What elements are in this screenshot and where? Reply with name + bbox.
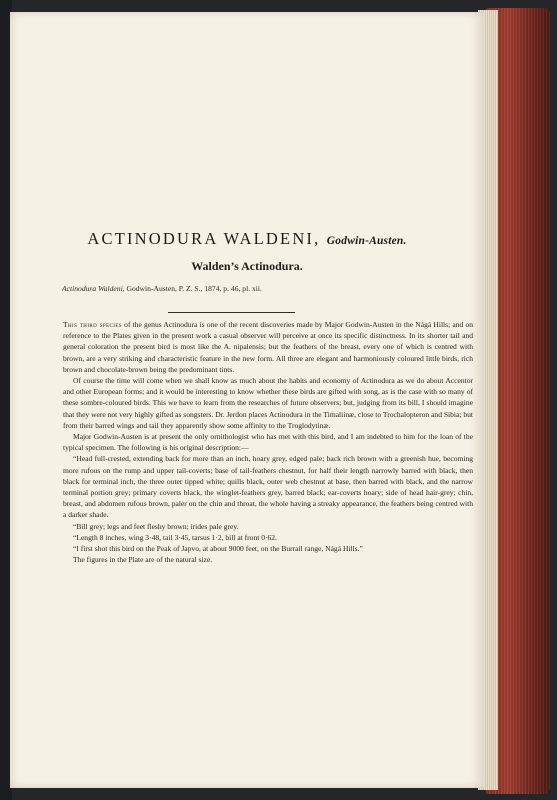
plate-note: The figures in the Plate are of the natural size.	[73, 555, 213, 565]
quote-bill: “Bill grey; legs and feet fleshy brown; irides pale grey.	[73, 521, 239, 531]
body-text	[63, 319, 473, 565]
divider-rule	[168, 312, 295, 313]
species-author: Godwin-Austen.	[326, 235, 407, 247]
citation-name: Actinodura Waldeni,	[62, 284, 125, 293]
paragraph-2: Of course the time will come when we shall know as much about the habits and economy of Actinodura as we do about Accentor and other European forms; and it would be interesting to know whether these birds are gifted with song, as is the case with so many of these sombre-coloured birds. This we have to learn from the researches of future observers; but, judging from its bill, I should imagine that they were not very highly gifted as songsters. Dr. Jerdon places Actinodura in the Timaliinæ, close to Trochalopteron and Sibia; but from their barred wings and tail they apparently show some affinity to the Troglodytinæ.	[63, 376, 473, 430]
common-name: Walden’s Actinodura.	[191, 259, 303, 273]
quote-locality: “I first shot this bird on the Peak of Japvo, at about 9000 feet, on the Burrail range, Nágá Hills.”	[73, 544, 363, 554]
species-name: ACTINODURA WALDENI,	[87, 229, 321, 248]
paragraph-1-lead: This third species	[63, 320, 122, 329]
quote-measurements: “Length 8 inches, wing 3·48, tail 3·45, tarsus 1·2, bill at front 0·62.	[73, 532, 277, 542]
quote-description: “Head full-crested, extending back for more than an inch, hoary grey, edged pale; back rich brown with a greenish hue, becoming more rufous on the rump and upper tail-coverts; base of tail-feathers chestnut, for half their length narrowly barred with black, then black for terminal inch, the three outer tipped white; quills black, outer web chestnut at base, then barred with black, and the narrow terminal portion grey; primary coverts black, the winglet-feathers grey, barred black; ear-coverts hoary; side of head hair-grey; chin, breast, and abdomen rufous brown, paler on the chin and throat, the whole having a streaky appearance, the feathers being centred with a darker shade.	[63, 454, 473, 520]
citation-ref: Godwin-Austen, P. Z. S., 1874, p. 46, pl. xii.	[126, 284, 262, 293]
paragraph-1	[63, 319, 473, 375]
paragraph-1-text: of the genus Actinodura is one of the recent discoveries made by Major Godwin-Austen in the Nágá Hills; and on reference to the Plates given in the present work a casual observer will perceive at once its specific distinctness. In its shorter tail and general coloration the present bird is most like the A. nipalensis; but the feathers of the breast, every one of which is centred with brown, are a very striking and characteristic feature in the new form. All three are elegant and harmoniously coloured little birds, rich brown and chocolate-brown being the predominant tints.	[63, 320, 473, 374]
species-title	[10, 229, 484, 249]
citation	[62, 284, 472, 293]
book-page	[10, 12, 484, 788]
paragraph-3: Major Godwin-Austen is at present the only ornithologist who has met with this bird, and I am indebted to him for the loan of the typical specimen. The following is his original description:—	[63, 432, 473, 453]
